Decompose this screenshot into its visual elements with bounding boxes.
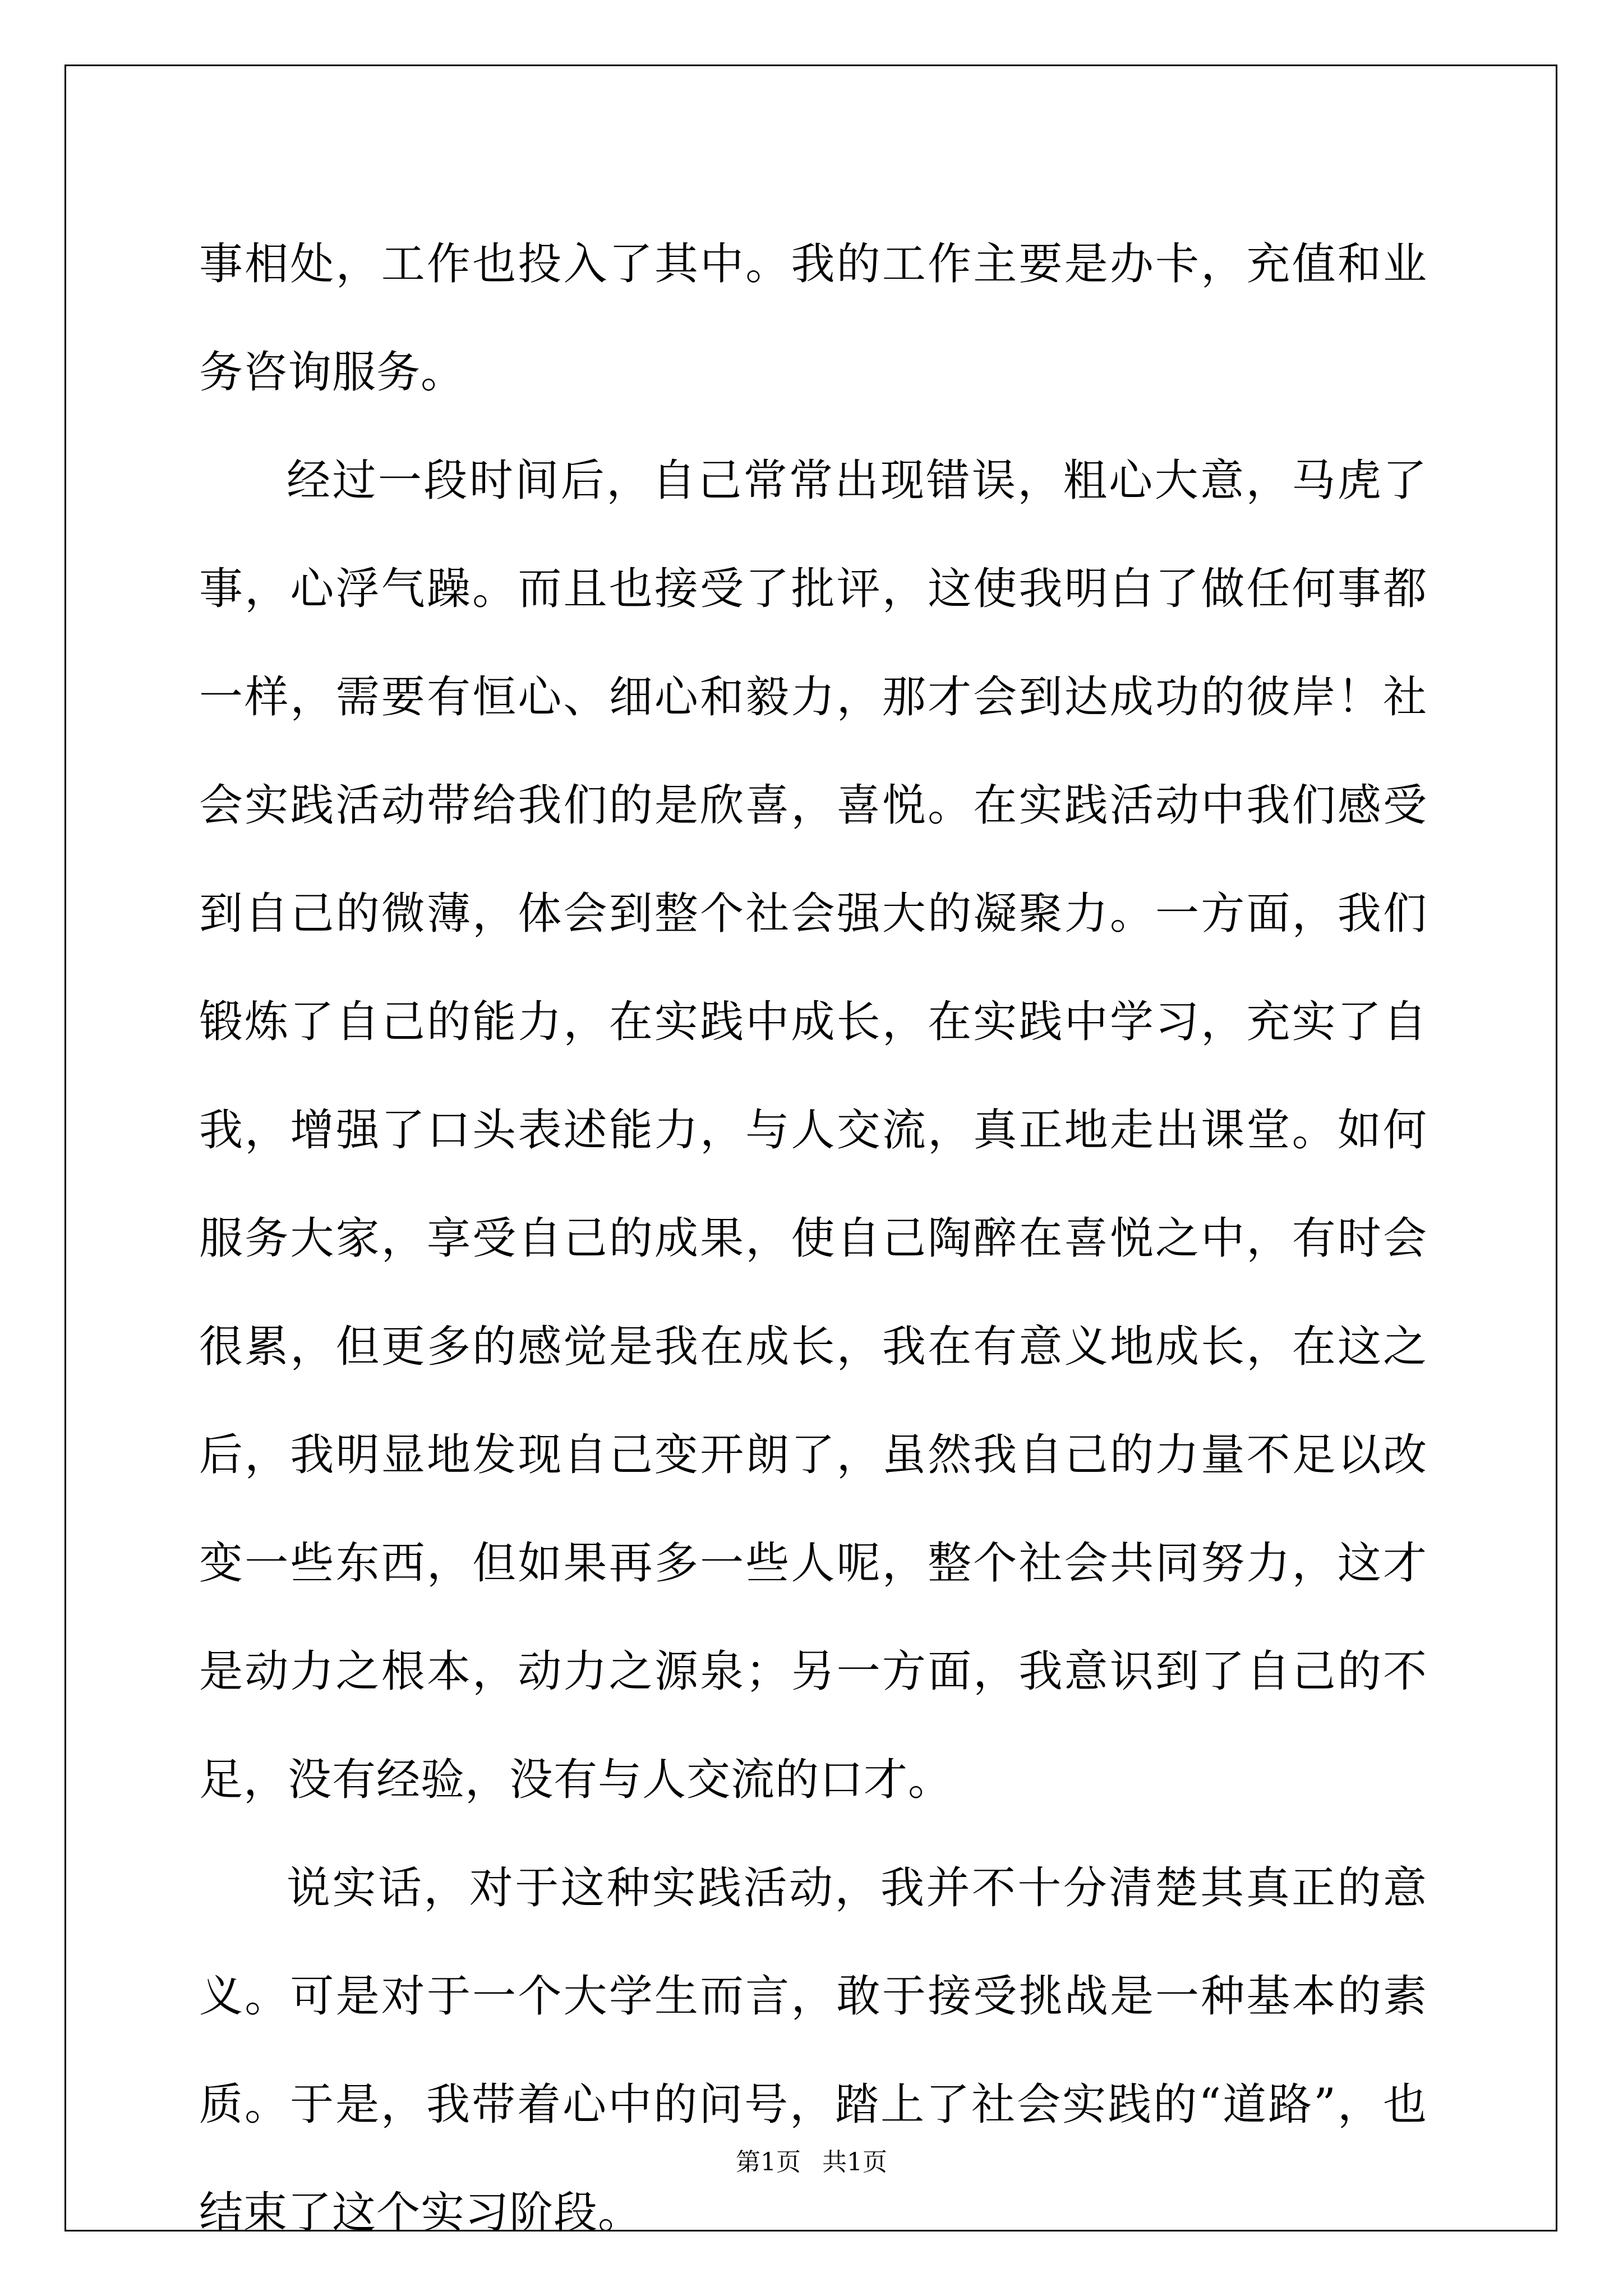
paragraph-2: 经过一段时间后，自己常常出现错误，粗心大意，马虎了事，心浮气躁。而且也接受了批评，这使我明白了做任何事都一样，需要有恒心、细心和毅力，那才会到达成功的彼岸！社会实践活动带给我们的是欣喜，喜悦。在实践活动中我们感受到自己的微薄，体会到整个社会强大的凝聚力。一方面，我们锻炼了自己的能力，在实践中成长，在实践中学习，充实了自我，增强了口头表述能力，与人交流，真正地走出课堂。如何服务大家，享受自己的成果，使自己陶醉在喜悦之中，有时会很累，但更多的感觉是我在成长，我在有意义地成长，在这之后，我明显地发现自己变开朗了，虽然我自己的力量不足以改变一些东西，但如果再多一些人呢，整个社会共同努力，这才是动力之根本，动力之源泉；另一方面，我意识到了自己的不足，没有经验，没有与人交流的口才。 xyxy=(199,455,1427,1805)
document-body xyxy=(199,210,1427,2267)
paragraph-1: 事相处，工作也投入了其中。我的工作主要是办卡，充值和业务咨询服务。 xyxy=(199,239,1427,398)
page-number-total: 共1页 xyxy=(822,2148,887,2177)
page-footer xyxy=(0,2146,1623,2179)
paragraph-3: 说实话，对于这种实践活动，我并不十分清楚其真正的意义。可是对于一个大学生而言，敢于接受挑战是一种基本的素质。于是，我带着心中的问号，踏上了社会实践的“道路”，也结束了这个实习阶段。 xyxy=(199,1863,1427,2238)
page-number-current: 第1页 xyxy=(736,2148,801,2177)
